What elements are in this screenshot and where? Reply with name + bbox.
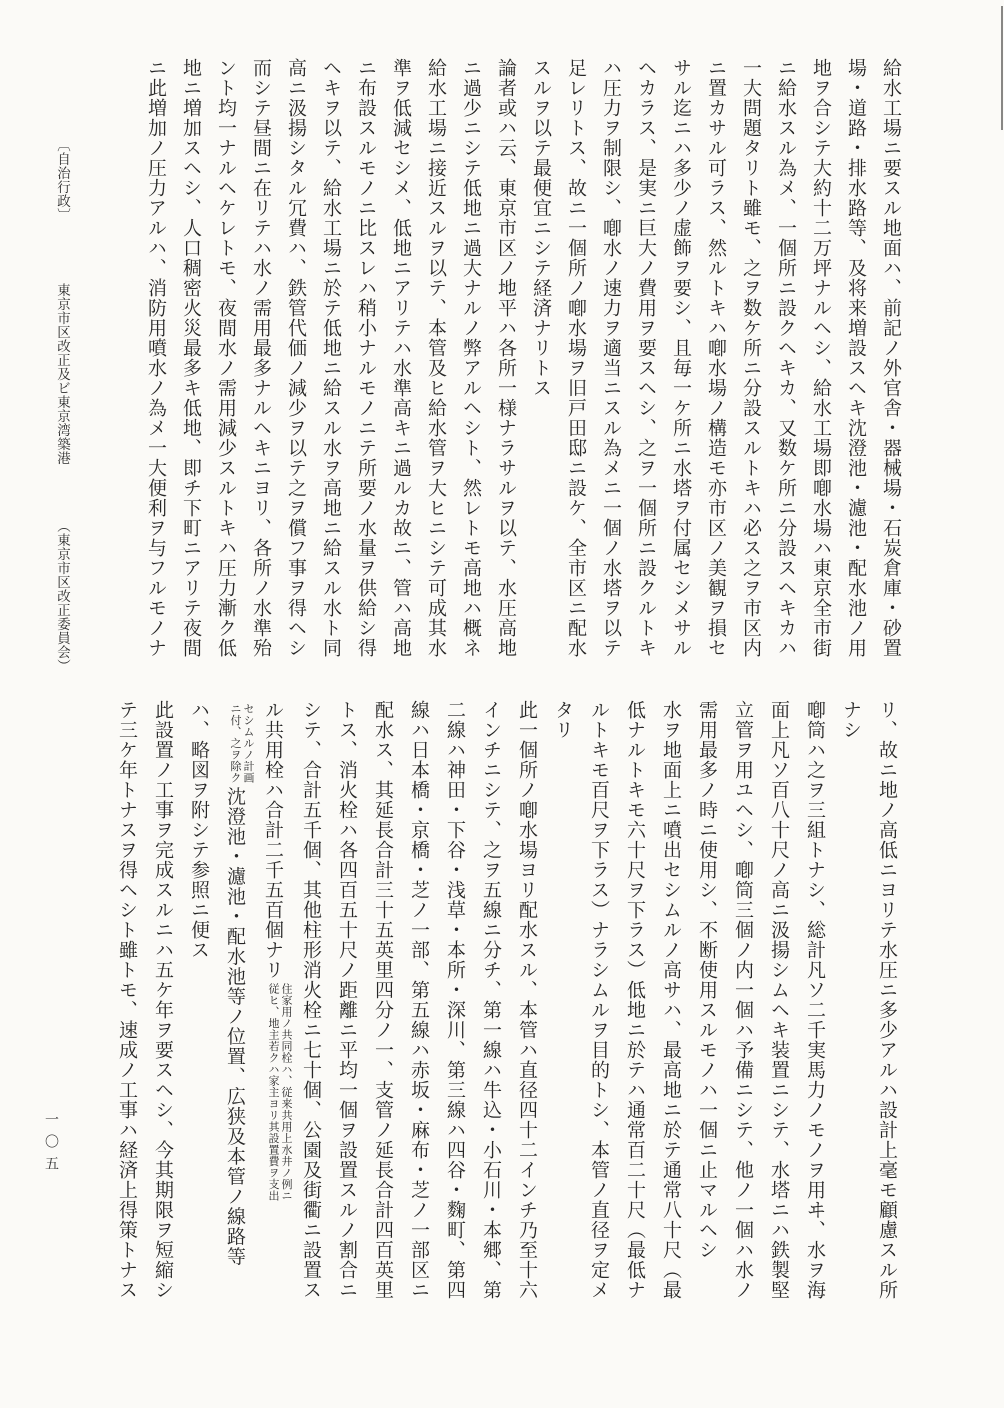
text-column: ニ此増加ノ圧力アルハ、消防用噴水ノ為メ一大便利ヲ与フルモノナ <box>145 58 167 658</box>
column-text: ル共用栓ハ合計二千五百個ナリ <box>262 700 284 980</box>
text-column: 立管ヲ用ユヘシ、喞筒三個ノ内一個ハ予備ニシテ、他ノ一個ハ水ノ <box>732 700 754 1300</box>
text-column: 論者或ハ云、東京市区ノ地平ハ各所一様ナラサルヲ以テ、水圧高地 <box>495 58 517 658</box>
inline-note-line: セシムルノ計画 <box>242 703 255 784</box>
top-text-block <box>138 58 908 672</box>
text-column: ハ圧力ヲ制限シ、喞水ノ速力ヲ適当ニスル為メニ一個ノ水塔ヲ以テ <box>600 58 622 658</box>
text-column: ナシ <box>840 700 862 740</box>
text-column: 配水ス、其延長合計三十五英里四分ノ一、支管ノ延長合計四百英里 <box>372 700 394 1300</box>
inline-note-line: ニ付、之ヲ除ク <box>229 703 242 784</box>
text-column: 需用最多ノ時ニ使用シ、不断使用スルモノハ一個ニ止マルヘシ <box>696 700 718 1260</box>
running-title-text: 東京市区改正及ビ東京湾築港 <box>54 282 70 465</box>
text-column: ニ布設スルモノニ比スレハ稍小ナルモノニテ所要ノ水量ヲ供給シ得 <box>355 58 377 658</box>
text-column: 此設置ノ工事ヲ完成スルニハ五ケ年ヲ要スヘシ、今其期限ヲ短縮シ <box>152 700 174 1300</box>
text-column: ニ置カサル可ラス、然ルトキハ喞水場ノ構造モ亦市区ノ美観ヲ損セ <box>705 58 727 658</box>
text-column: シテ、合計五千個、其他柱形消火栓ニ七十個、公園及街衢ニ設置ス <box>300 700 322 1300</box>
text-column: 地ニ増加スヘシ、人口稠密火災最多キ低地、即チ下町ニアリテ夜間 <box>180 58 202 658</box>
text-column: タリ <box>552 700 574 740</box>
text-column-with-note <box>217 700 255 1316</box>
column-text: 沈澄池・濾池・配水池等ノ位置、広狭及本管ノ線路等 <box>224 786 246 1267</box>
text-column: 此一個所ノ喞水場ヨリ配水スル、本管ハ直径四十二インチ乃至十六 <box>516 700 538 1300</box>
text-column: テ三ケ年トナスヲ得ヘシト雖トモ、速成ノ工事ハ経済上得策トナス <box>116 700 138 1300</box>
text-column: サル迄ニハ多少ノ虚飾ヲ要シ、且毎一ケ所ニ水塔ヲ付属セシメサル <box>670 58 692 658</box>
text-column-with-note <box>255 700 293 1316</box>
inline-note-part1 <box>267 983 293 1202</box>
text-column: ント均一ナルヘケレトモ、夜間水ノ需用減少スルトキハ圧力漸ク低 <box>215 58 237 658</box>
text-column: 而シテ昼間ニ在リテハ水ノ需用最多ナルヘキニヨリ、各所ノ水準殆 <box>250 58 272 658</box>
page-number: 一〇五 <box>43 1112 59 1178</box>
text-column: 喞筒ハ之ヲ三組トナシ、総計凡ソ二千実馬力ノモノヲ用ヰ、水ヲ海 <box>804 700 826 1300</box>
inline-note-line: 従ヒ、地主若クハ家主ヨリ其設置費ヲ支出 <box>267 983 280 1202</box>
text-column: リ、故ニ地ノ高低ニヨリテ水圧ニ多少アルハ設計上毫モ顧慮スル所 <box>876 700 898 1300</box>
text-column: 二線ハ神田・下谷・浅草・本所・深川、第三線ハ四谷・麴町、第四 <box>444 700 466 1300</box>
text-column: ヘキヲ以テ、給水工場ニ於テ低地ニ給スル水ヲ高地ニ給スル水ト同 <box>320 58 342 658</box>
text-column: スルヲ以テ最便宜ニシテ経済ナリトス <box>530 58 552 398</box>
text-column: 低ナルトキモ六十尺ヲ下ラス）低地ニ於テハ通常百二十尺（最低ナ <box>624 700 646 1300</box>
running-title <box>50 138 74 698</box>
text-column: 準ヲ低減セシメ、低地ニアリテハ水準高キニ過ルカ故ニ、管ハ高地 <box>390 58 412 658</box>
text-column: 水ヲ地面上ニ噴出セシムルノ高サハ、最高地ニ於テ通常八十尺（最 <box>660 700 682 1300</box>
inline-note-line: 住家用ノ共同栓ハ、従来共用上水井ノ例ニ <box>280 983 293 1202</box>
running-title-attribution: （東京市区改正委員会） <box>54 519 70 673</box>
text-column: 場・道路・排水路等、及将来増設スヘキ沈澄池・濾池・配水池ノ用 <box>845 58 867 658</box>
text-column: ヘカラス、是実ニ巨大ノ費用ヲ要スヘシ、之ヲ一個所ニ設クルトキ <box>635 58 657 658</box>
text-column: ルトキモ百尺ヲ下ラス）ナラシムルヲ目的トシ、本管ノ直径ヲ定メ <box>588 700 610 1300</box>
text-column: 給水工場ニ接近スルヲ以テ、本管及ヒ給水管ヲ大ヒニシテ可成其水 <box>425 58 447 658</box>
text-column: ニ給水スル為メ、一個所ニ設クヘキカ、又数ケ所ニ分設スヘキカハ <box>775 58 797 658</box>
text-column: 地ヲ合シテ大約十二万坪ナルヘシ、給水工場即喞水場ハ東京全市街 <box>810 58 832 658</box>
bottom-text-block <box>109 700 905 1316</box>
running-title-category: 〔自治行政〕 <box>54 138 70 222</box>
scan-edge-artifact <box>1001 6 1003 130</box>
text-column: 一大問題タリト雖モ、之ヲ数ケ所ニ分設スルトキハ必ス之ヲ市区内 <box>740 58 762 658</box>
text-column: インチニシテ、之ヲ五線ニ分チ、第一線ハ牛込・小石川・本郷、第 <box>480 700 502 1300</box>
text-column: 足レリトス、故ニ一個所ノ喞水場ヲ旧戸田邸ニ設ケ、全市区ニ配水 <box>565 58 587 658</box>
text-column: ニ過少ニシテ低地ニ過大ナルノ弊アルヘシト、然レトモ高地ハ概ネ <box>460 58 482 658</box>
text-column: トス、消火栓ハ各四百五十尺ノ距離ニ平均一個ヲ設置スルノ割合ニ <box>336 700 358 1300</box>
text-column: 線ハ日本橋・京橋・芝ノ一部、第五線ハ赤坂・麻布・芝ノ一部区ニ <box>408 700 430 1300</box>
inline-note-part2 <box>229 703 255 784</box>
text-column: ハ、略図ヲ附シテ参照ニ便ス <box>188 700 210 960</box>
text-column: 高ニ汲揚シタル冗費ハ、鉄管代価ノ減少ヲ以テ之ヲ償フ事ヲ得ヘシ <box>285 58 307 658</box>
text-column: 給水工場ニ要スル地面ハ、前記ノ外官舎・器械場・石炭倉庫・砂置 <box>880 58 902 658</box>
text-column: 面上凡ソ百八十尺ノ高ニ汲揚シムヘキ装置ニシテ、水塔ニハ鉄製堅 <box>768 700 790 1300</box>
